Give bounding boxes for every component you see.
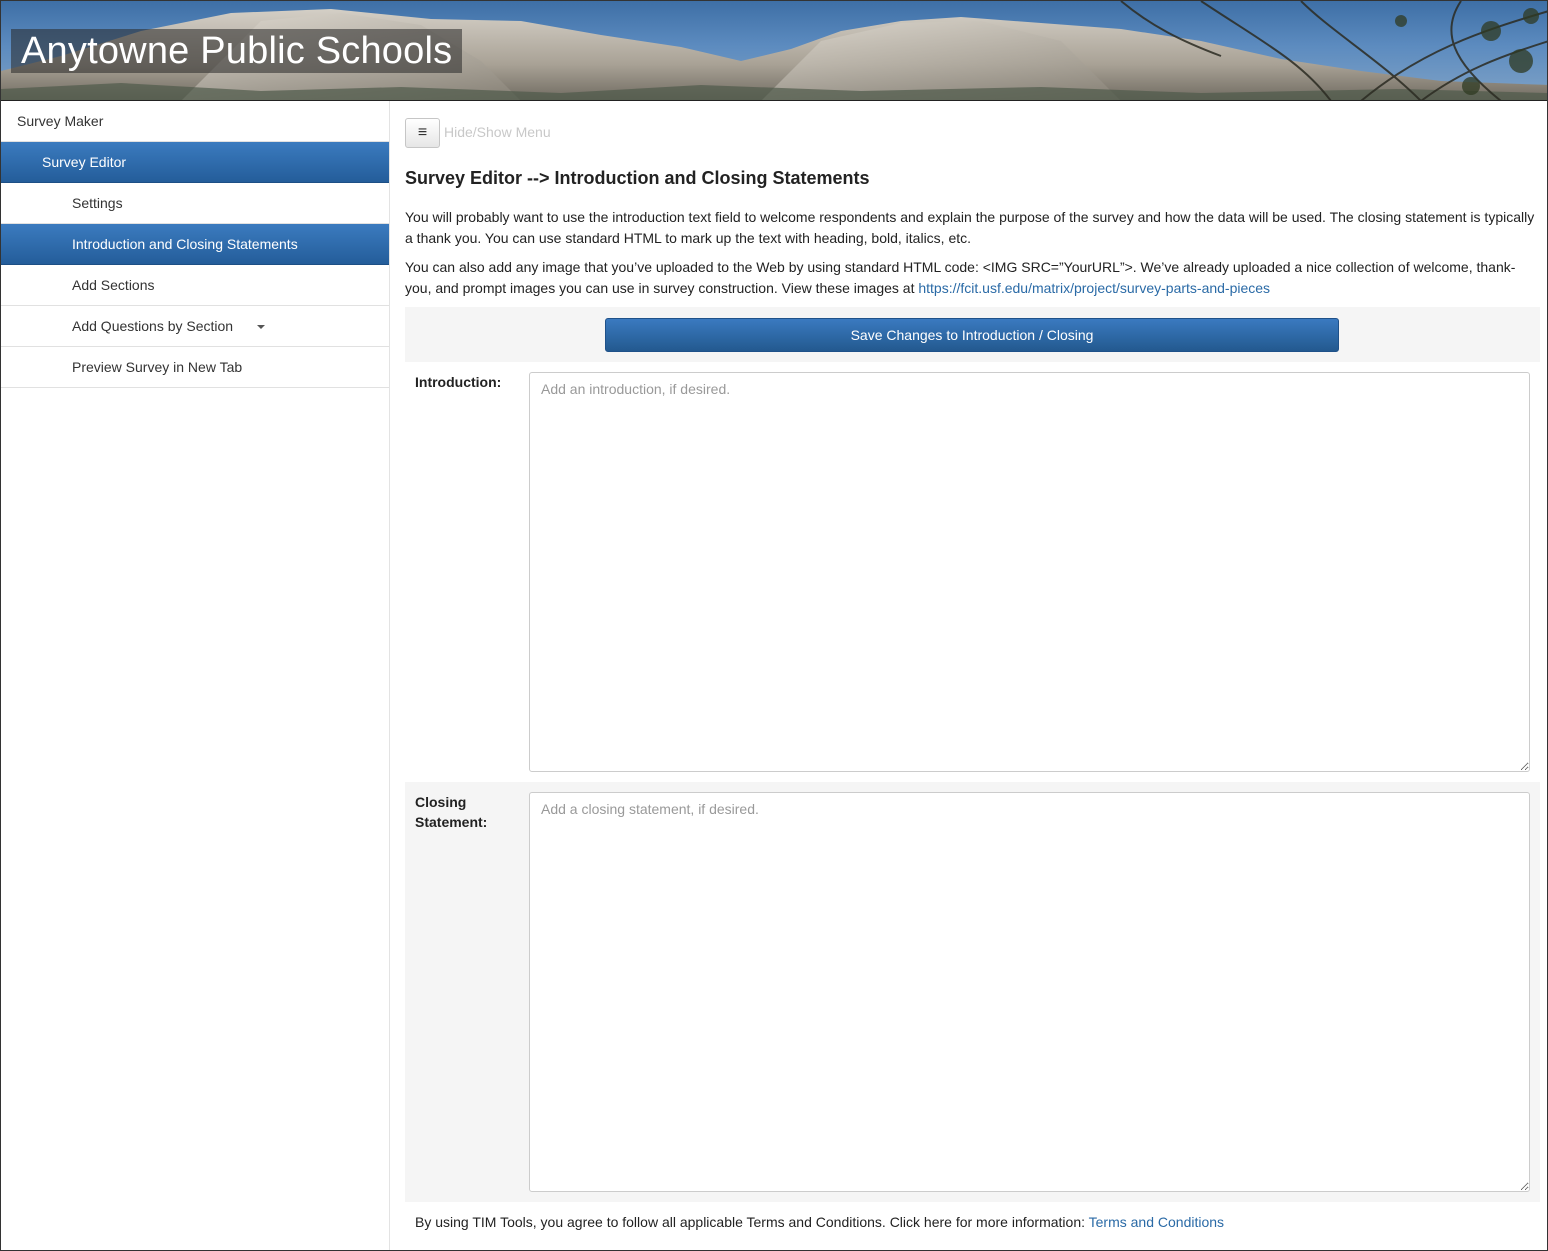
sidebar-item-label: Add Questions by Section	[72, 318, 234, 334]
intro-help-text: You will probably want to use the introduction text field to welcome respondents and explain the purpose of the survey and how the data will be used. The closing statement is typically a thank you. You can use standard HTML to mark up the text with heading, bold, italics, etc.	[405, 209, 1535, 246]
sidebar-item-label: Survey Maker	[17, 113, 104, 129]
closing-statement-label: Closing Statement:	[415, 794, 488, 830]
terms-and-conditions-link[interactable]: Terms and Conditions	[1088, 1214, 1225, 1230]
footer-terms	[415, 1214, 1224, 1230]
sidebar-item-survey-maker[interactable]	[1, 101, 389, 142]
save-changes-button[interactable]: Save Changes to Introduction / Closing	[605, 318, 1339, 352]
image-help-text	[405, 257, 1535, 298]
closing-statement-textarea[interactable]	[529, 792, 1530, 1192]
sidebar-item-survey-editor[interactable]	[1, 142, 389, 183]
sidebar-item-add-questions[interactable]	[1, 306, 389, 347]
footer-terms-text: By using TIM Tools, you agree to follow all applicable Terms and Conditions. Click here for more information:	[415, 1214, 1089, 1230]
save-bar	[405, 307, 1540, 362]
introduction-label: Introduction:	[415, 374, 502, 390]
header-banner	[1, 1, 1548, 101]
sidebar-nav	[1, 101, 390, 1251]
image-help-text-body: You can also add any image that you’ve uploaded to the Web by using standard HTML code: <IMG SRC=”YourURL”>. We’ve already uploaded a nice collection of welcome, thank-you, and prompt images you can use in survey construction. View these images at	[405, 259, 1516, 296]
sidebar-item-settings[interactable]	[1, 183, 389, 224]
page-title: Survey Editor --> Introduction and Closing Statements	[405, 168, 870, 188]
sidebar-item-add-sections[interactable]	[1, 265, 389, 306]
sidebar-item-label: Preview Survey in New Tab	[72, 359, 243, 375]
sidebar-item-label: Survey Editor	[42, 154, 127, 170]
closing-row	[405, 782, 1540, 1202]
caret-down-icon[interactable]	[257, 325, 265, 329]
sidebar-item-preview[interactable]	[1, 347, 389, 388]
introduction-textarea[interactable]	[529, 372, 1530, 772]
sidebar-item-label: Add Sections	[72, 277, 155, 293]
hamburger-menu-icon[interactable]: ≡	[405, 118, 440, 148]
survey-parts-link[interactable]: https://fcit.usf.edu/matrix/project/survey-parts-and-pieces	[918, 279, 1271, 296]
introduction-row	[405, 362, 1540, 778]
sidebar-item-label: Settings	[72, 195, 123, 211]
sidebar-item-label: Introduction and Closing Statements	[72, 236, 298, 252]
site-title: Anytowne Public Schools	[11, 29, 462, 73]
menu-toggle-label[interactable]: Hide/Show Menu	[444, 124, 551, 140]
sidebar-item-intro-closing[interactable]	[1, 224, 389, 265]
main-content	[391, 101, 1547, 1251]
